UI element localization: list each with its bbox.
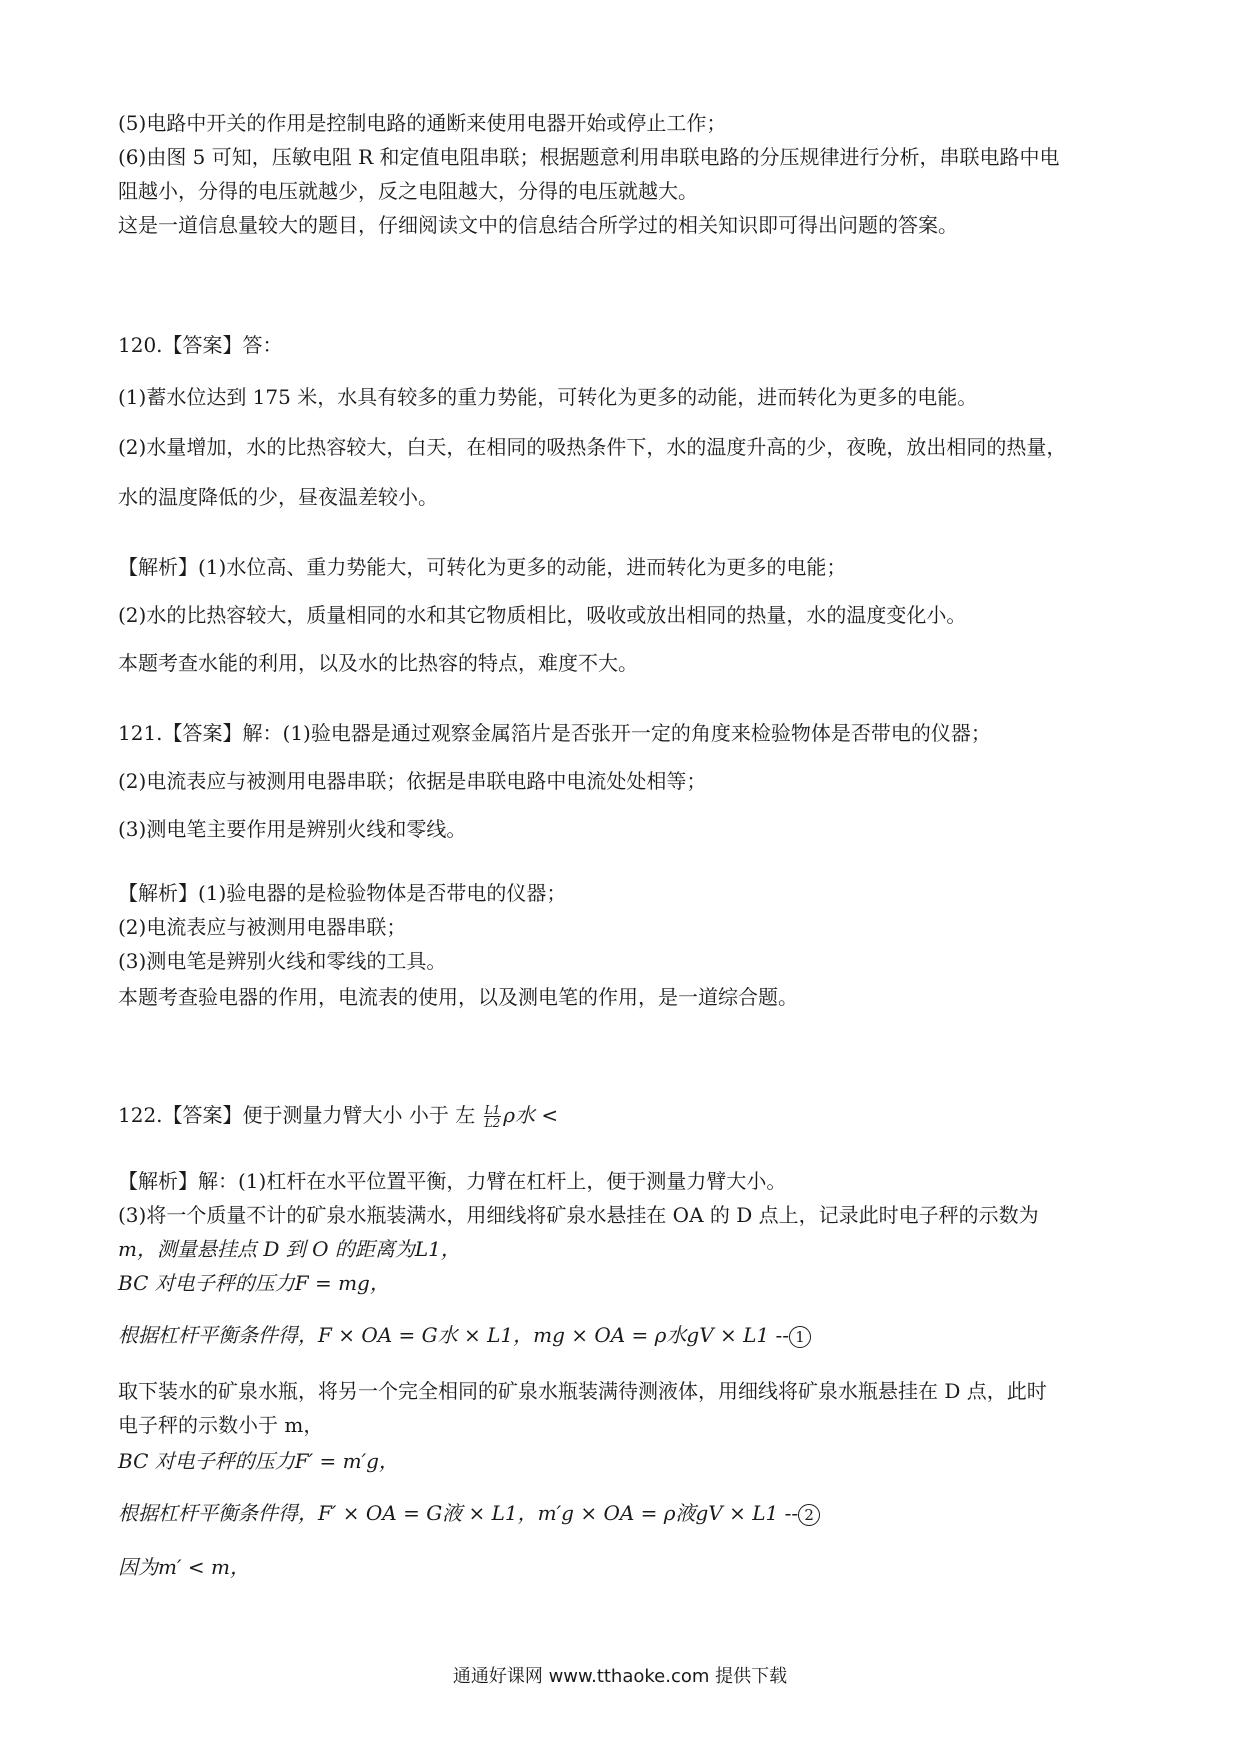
- rho-water: ρ水: [503, 1103, 535, 1127]
- analysis-120: 【解析】(1)水位高、重力势能大，可转化为更多的动能，进而转化为更多的电能；: [118, 555, 847, 579]
- text-line: (3)测电笔主要作用是辨别火线和零线。: [118, 817, 467, 841]
- answer-122-text: 122.【答案】便于测量力臂大小 小于 左: [118, 1103, 482, 1127]
- text-line: (2)电流表应与被测用电器串联；: [118, 915, 407, 939]
- equation-line: m，测量悬挂点 D 到 O 的距离为L1，: [118, 1237, 461, 1261]
- text-line: (1)蓄水位达到 175 米，水具有较多的重力势能，可转化为更多的动能，进而转化为更多的电能。: [118, 385, 978, 409]
- text-line: 本题考查水能的利用，以及水的比热容的特点，难度不大。: [118, 651, 638, 675]
- text-line: 取下装水的矿泉水瓶，将另一个完全相同的矿泉水瓶装满待测液体，用细线将矿泉水瓶悬挂在 D 点，此时: [118, 1379, 1047, 1403]
- text-line: (2)水量增加，水的比热容较大，白天，在相同的吸热条件下，水的温度升高的少，夜晚，放出相同的热量，: [118, 435, 1067, 459]
- fraction-l1-l2: [484, 1104, 502, 1129]
- analysis-122: 【解析】解：(1)杠杆在水平位置平衡，力臂在杠杆上，便于测量力臂大小。: [118, 1169, 787, 1193]
- fraction-denominator: L2: [484, 1116, 501, 1130]
- text-line: 水的温度降低的少，昼夜温差较小。: [118, 485, 438, 509]
- answer-heading-121: 121.【答案】解：(1)验电器是通过观察金属箔片是否张开一定的角度来检验物体是否带电的仪器；: [118, 721, 991, 745]
- equation-text: 根据杠杆平衡条件得，F × OA = G水 × L1，mg × OA = ρ水gV × L1 --: [118, 1323, 790, 1347]
- answer-heading-122: [118, 1100, 558, 1130]
- equation-line: 因为m′ < m，: [118, 1555, 250, 1579]
- text-line: 电子秤的示数小于 m，: [118, 1413, 324, 1437]
- equation-lever-1: [118, 1320, 811, 1350]
- text-line: 本题考查验电器的作用，电流表的使用，以及测电笔的作用，是一道综合题。: [118, 985, 798, 1009]
- text-line: (3)测电笔是辨别火线和零线的工具。: [118, 949, 447, 973]
- page-footer: 通通好课网 www.tthaoke.com 提供下载: [452, 1666, 788, 1687]
- text-line: (2)水的比热容较大，质量相同的水和其它物质相比，吸收或放出相同的热量，水的温度变化小。: [118, 603, 967, 627]
- answer-heading-120: 120.【答案】答：: [118, 333, 283, 357]
- equation-text: 根据杠杆平衡条件得，F′ × OA = G液 × L1，m′g × OA = ρ液gV × L1 --: [118, 1501, 799, 1525]
- equation-line: BC 对电子秤的压力F = mg，: [118, 1271, 390, 1295]
- equation-lever-2: [118, 1498, 820, 1528]
- text-line: 阻越小，分得的电压就越少，反之电阻越大，分得的电压就越大。: [118, 179, 698, 203]
- text-line: 这是一道信息量较大的题目，仔细阅读文中的信息结合所学过的相关知识即可得出问题的答案。: [118, 213, 958, 237]
- circled-number-1: 1: [789, 1326, 811, 1348]
- text-line: (5)电路中开关的作用是控制电路的通断来使用电器开始或停止工作；: [118, 111, 727, 135]
- analysis-121: 【解析】(1)验电器的是检验物体是否带电的仪器；: [118, 881, 567, 905]
- circled-number-2: 2: [798, 1504, 820, 1526]
- fraction-numerator: L1: [484, 1103, 501, 1117]
- text-line: (2)电流表应与被测用电器串联；依据是串联电路中电流处处相等；: [118, 769, 707, 793]
- text-line: (6)由图 5 可知，压敏电阻 R 和定值电阻串联；根据题意利用串联电路的分压规律进行分析，串联电路中电: [118, 145, 1060, 169]
- text-line: (3)将一个质量不计的矿泉水瓶装满水，用细线将矿泉水悬挂在 OA 的 D 点上，记录此时电子秤的示数为: [118, 1203, 1039, 1227]
- answer-122-tail: <: [534, 1103, 559, 1127]
- equation-line: BC 对电子秤的压力F′ = m′g，: [118, 1449, 399, 1473]
